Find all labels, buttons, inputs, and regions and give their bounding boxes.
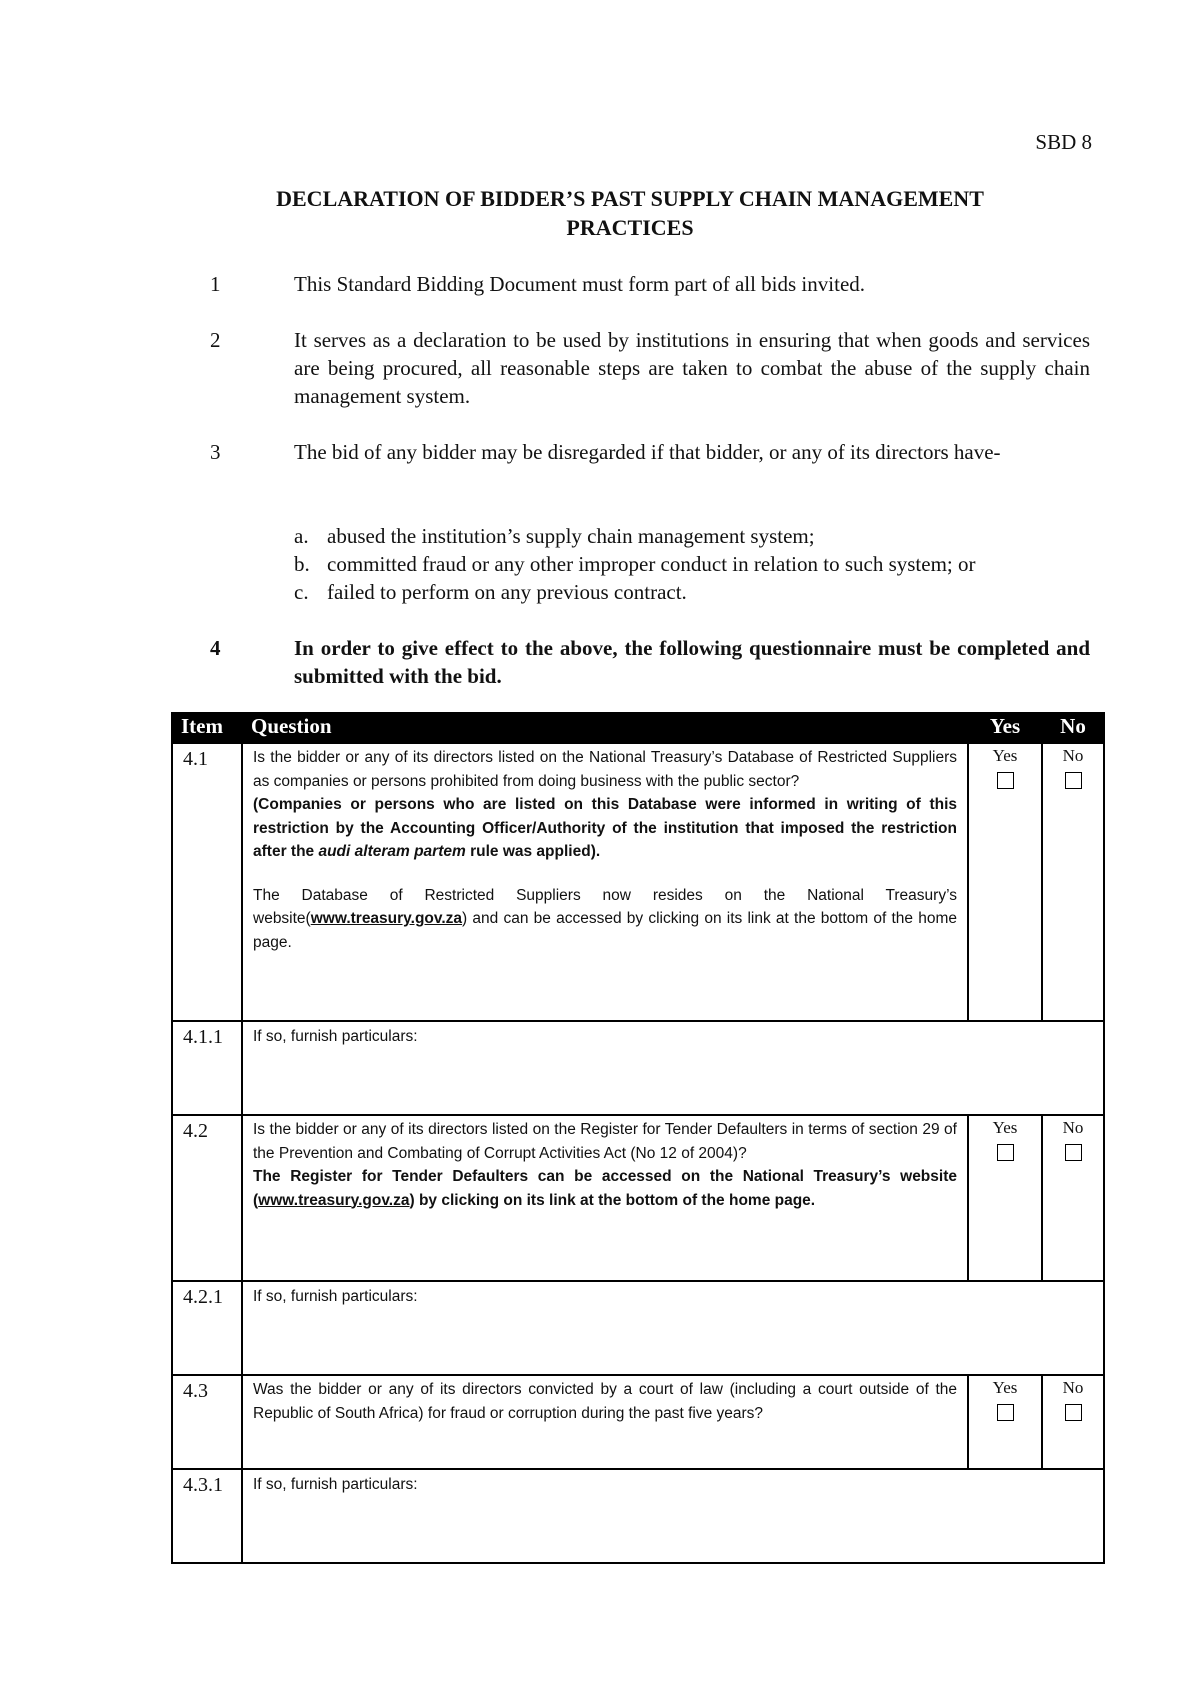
- particulars-label: If so, furnish particulars:: [253, 1476, 418, 1493]
- item-number: 4.2.1: [172, 1281, 242, 1375]
- table-row: [172, 1115, 1104, 1281]
- item-number: 4.1: [172, 743, 242, 1021]
- header-no: No: [1042, 713, 1104, 743]
- question-note-bold: The Register for Tender Defaulters can be accessed on the National Treasury’s website (: [253, 1168, 957, 1209]
- paragraph-number: 1: [210, 272, 221, 296]
- yes-checkbox[interactable]: [997, 772, 1014, 789]
- sub-item-letter: c.: [294, 580, 309, 604]
- paragraph-text: The bid of any bidder may be disregarded if that bidder, or any of its directors have-: [294, 440, 1001, 464]
- paragraph-text: In order to give effect to the above, the following questionnaire must be completed and submitted with the bid.: [294, 636, 1090, 688]
- sub-item-c: [294, 578, 687, 606]
- no-cell: [1042, 1375, 1104, 1469]
- no-checkbox[interactable]: [1065, 772, 1082, 789]
- sub-item-text: abused the institution’s supply chain management system;: [327, 524, 815, 548]
- question-body: Is the bidder or any of its directors listed on the National Treasury’s Database of Restricted Suppliers as companies or persons prohibited from doing business with the public sector?: [253, 749, 957, 790]
- paragraph-number: 2: [210, 328, 221, 352]
- yes-cell: [968, 743, 1042, 1021]
- table-row: [172, 1281, 1104, 1375]
- header-item: Item: [172, 713, 242, 743]
- questionnaire-table: [171, 712, 1105, 1564]
- sub-item-text: failed to perform on any previous contract.: [327, 580, 687, 604]
- particulars-label: If so, furnish particulars:: [253, 1288, 418, 1305]
- question-text: [242, 1115, 968, 1281]
- header-yes: Yes: [968, 713, 1042, 743]
- question-body: Was the bidder or any of its directors convicted by a court of law (including a court outside of the Republic of South Africa) for fraud or corruption during the past five years?: [253, 1381, 957, 1422]
- paragraph-text: It serves as a declaration to be used by institutions in ensuring that when goods and services are being procured, all reasonable steps are taken to combat the abuse of the supply chain management system.: [294, 328, 1090, 408]
- page-title: [170, 184, 1090, 242]
- question-note-bold-end: rule was applied).: [470, 843, 601, 860]
- yes-cell: [968, 1375, 1042, 1469]
- item-number: 4.3.1: [172, 1469, 242, 1563]
- title-line-1: DECLARATION OF BIDDER’S PAST SUPPLY CHAIN MANAGEMENT: [276, 186, 984, 211]
- title-line-2: PRACTICES: [566, 215, 694, 240]
- question-text: [242, 1375, 968, 1469]
- table-header-row: [172, 713, 1104, 743]
- paragraph-text: This Standard Bidding Document must form part of all bids invited.: [294, 272, 866, 296]
- no-checkbox[interactable]: [1065, 1404, 1082, 1421]
- no-label: No: [1062, 1118, 1084, 1137]
- header-question: Question: [242, 713, 968, 743]
- sub-item-a: [294, 522, 815, 550]
- yes-cell: [968, 1115, 1042, 1281]
- no-label: No: [1062, 746, 1084, 765]
- yes-label: Yes: [992, 746, 1018, 765]
- no-label: No: [1062, 1378, 1084, 1397]
- yes-label: Yes: [992, 1118, 1018, 1137]
- table-row: [172, 743, 1104, 1021]
- question-note: The Database of Restricted Suppliers now resides on the National Treasury’s website(: [253, 886, 957, 927]
- yes-label: Yes: [992, 1378, 1018, 1397]
- particulars-label: If so, furnish particulars:: [253, 1028, 418, 1045]
- question-note-bold-end: ) by clicking on its link at the bottom of the home page.: [409, 1191, 816, 1209]
- item-number: 4.2: [172, 1115, 242, 1281]
- item-number: 4.1.1: [172, 1021, 242, 1115]
- sub-item-letter: a.: [294, 524, 309, 548]
- particulars-field[interactable]: [242, 1469, 1104, 1563]
- treasury-link[interactable]: www.treasury.gov.za: [310, 910, 463, 927]
- table-row: [172, 1469, 1104, 1563]
- sub-item-letter: b.: [294, 552, 310, 576]
- page-code: SBD 8: [1035, 130, 1092, 154]
- question-note-bold: (Companies or persons who are listed on this Database were informed in writing of this restriction by the Accounting Officer/Authority of the institution that imposed the restriction after the: [253, 796, 957, 860]
- treasury-link[interactable]: www.treasury.gov.za: [258, 1191, 410, 1209]
- particulars-field[interactable]: [242, 1281, 1104, 1375]
- sub-item-text: committed fraud or any other improper conduct in relation to such system; or: [327, 552, 976, 576]
- no-cell: [1042, 743, 1104, 1021]
- no-checkbox[interactable]: [1065, 1144, 1082, 1161]
- paragraph-number: 3: [210, 440, 221, 464]
- paragraph-number: 4: [210, 636, 221, 660]
- question-text: [242, 743, 968, 1021]
- yes-checkbox[interactable]: [997, 1404, 1014, 1421]
- question-note-end: ) and can be accessed by clicking on its link at the bottom of the home page.: [253, 910, 957, 951]
- sub-item-b: [294, 550, 976, 578]
- table-row: [172, 1375, 1104, 1469]
- question-note-italic: audi alteram partem: [318, 843, 466, 860]
- yes-checkbox[interactable]: [997, 1144, 1014, 1161]
- table-row: [172, 1021, 1104, 1115]
- item-number: 4.3: [172, 1375, 242, 1469]
- question-body: Is the bidder or any of its directors listed on the Register for Tender Defaulters in terms of section 29 of the Prevention and Combating of Corrupt Activities Act (No 12 of 2004)?: [253, 1121, 957, 1162]
- particulars-field[interactable]: [242, 1021, 1104, 1115]
- no-cell: [1042, 1115, 1104, 1281]
